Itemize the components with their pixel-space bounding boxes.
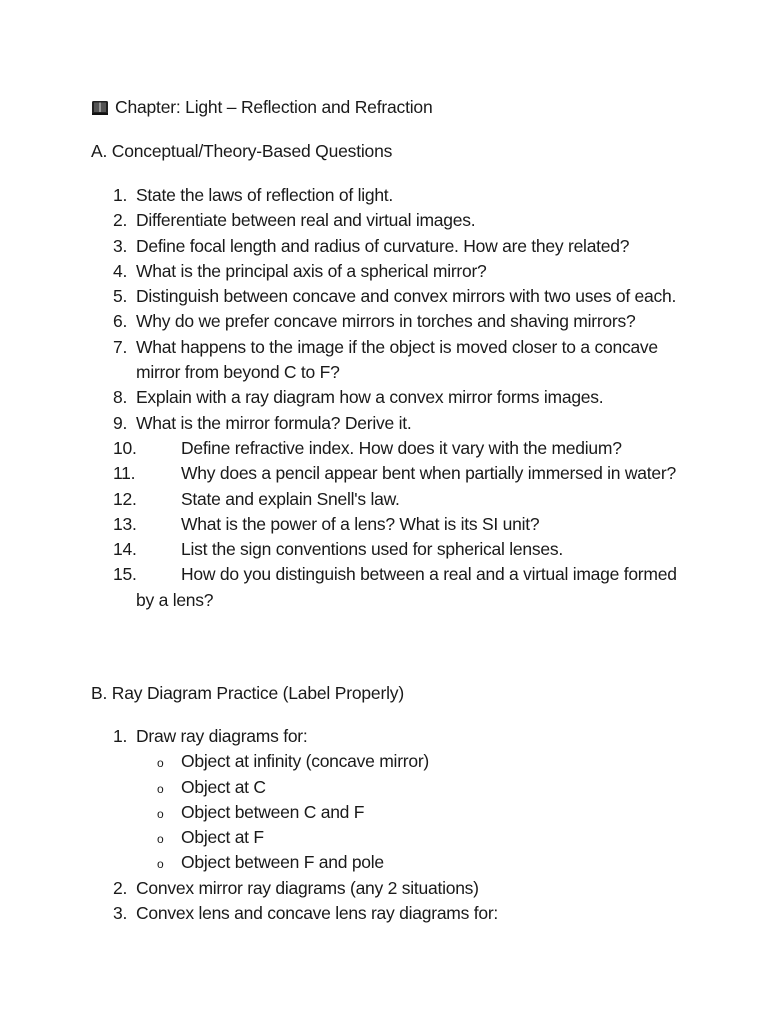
- bullet-circle-icon: o: [157, 756, 164, 771]
- sub-list-item: [0, 775, 768, 800]
- item-number: 3.: [113, 903, 128, 924]
- item-number: 15.: [113, 564, 137, 585]
- list-item: [0, 208, 768, 233]
- item-text: Convex lens and concave lens ray diagrams for:: [136, 903, 499, 924]
- item-text: What happens to the image if the object is moved closer to a concave mirror from beyond C to F?: [136, 336, 658, 383]
- section-b-list: [0, 724, 768, 926]
- item-number: 1.: [113, 726, 128, 746]
- list-item: [0, 901, 768, 926]
- list-item: [0, 512, 768, 537]
- item-number: 5.: [113, 286, 128, 307]
- list-item: [0, 259, 768, 284]
- list-item: [0, 309, 768, 334]
- chapter-title-text: Chapter: Light – Reflection and Refraction: [115, 97, 433, 117]
- sub-item-text: Object at F: [181, 827, 264, 848]
- list-item: [0, 724, 768, 749]
- sub-item-text: Object between C and F: [181, 801, 365, 822]
- bullet-circle-icon: o: [157, 832, 164, 847]
- item-text: Explain with a ray diagram how a convex mirror forms images.: [136, 387, 604, 408]
- section-a-list: [0, 183, 768, 613]
- sub-item-text: Object at C: [181, 776, 266, 797]
- item-number: 10.: [113, 437, 137, 458]
- item-text: Draw ray diagrams for:: [136, 726, 308, 746]
- book-icon: [91, 100, 109, 116]
- list-item: [0, 234, 768, 259]
- item-number: 2.: [113, 877, 128, 898]
- item-number: 8.: [113, 387, 128, 408]
- item-number: 2.: [113, 210, 128, 231]
- item-text: What is the principal axis of a spherical mirror?: [136, 260, 487, 281]
- bullet-circle-icon: o: [157, 806, 164, 821]
- item-text: Convex mirror ray diagrams (any 2 situations): [136, 877, 479, 898]
- item-text: List the sign conventions used for spherical lenses.: [181, 539, 563, 560]
- item-number: 1.: [113, 185, 128, 205]
- sub-item-text: Object at infinity (concave mirror): [181, 751, 429, 772]
- list-item: [0, 537, 768, 562]
- item-number: 11.: [113, 463, 136, 484]
- item-number: 13.: [113, 513, 137, 534]
- item-number: 7.: [113, 336, 128, 357]
- bullet-circle-icon: o: [157, 857, 164, 872]
- item-number: 6.: [113, 311, 128, 332]
- bullet-circle-icon: o: [157, 781, 164, 796]
- section-b-heading: B. Ray Diagram Practice (Label Properly): [91, 683, 404, 703]
- item-text: What is the mirror formula? Derive it.: [136, 412, 412, 433]
- item-number: 4.: [113, 260, 128, 281]
- list-item: [0, 335, 768, 386]
- list-item: [0, 385, 768, 410]
- item-text: How do you distinguish between a real and a virtual image formed by a lens?: [136, 564, 677, 610]
- item-text: Differentiate between real and virtual images.: [136, 210, 476, 231]
- item-number: 9.: [113, 412, 128, 433]
- item-text: Why does a pencil appear bent when partially immersed in water?: [181, 463, 676, 484]
- list-item: [0, 436, 768, 461]
- item-text: State the laws of reflection of light.: [136, 185, 394, 205]
- sub-list-item: [0, 749, 768, 774]
- item-number: 3.: [113, 235, 128, 256]
- item-text: What is the power of a lens? What is its SI unit?: [181, 513, 540, 534]
- item-text: Define focal length and radius of curvature. How are they related?: [136, 235, 630, 256]
- list-item: [0, 876, 768, 901]
- list-item: [0, 284, 768, 309]
- sub-list-item: [0, 825, 768, 850]
- list-item: [0, 183, 768, 208]
- sub-list-item: [0, 800, 768, 825]
- list-item: [0, 487, 768, 512]
- item-text: State and explain Snell's law.: [181, 488, 400, 509]
- list-item: [0, 411, 768, 436]
- item-number: 12.: [113, 488, 137, 509]
- sub-list-item: [0, 850, 768, 875]
- item-text: Define refractive index. How does it vary with the medium?: [181, 437, 622, 458]
- section-a-heading: A. Conceptual/Theory-Based Questions: [91, 141, 393, 161]
- item-text: Distinguish between concave and convex mirrors with two uses of each.: [136, 286, 677, 307]
- item-number: 14.: [113, 539, 137, 560]
- list-item: [0, 562, 768, 613]
- list-item: [0, 461, 768, 486]
- chapter-title: [91, 97, 433, 118]
- item-text: Why do we prefer concave mirrors in torches and shaving mirrors?: [136, 311, 636, 332]
- sub-item-text: Object between F and pole: [181, 852, 384, 873]
